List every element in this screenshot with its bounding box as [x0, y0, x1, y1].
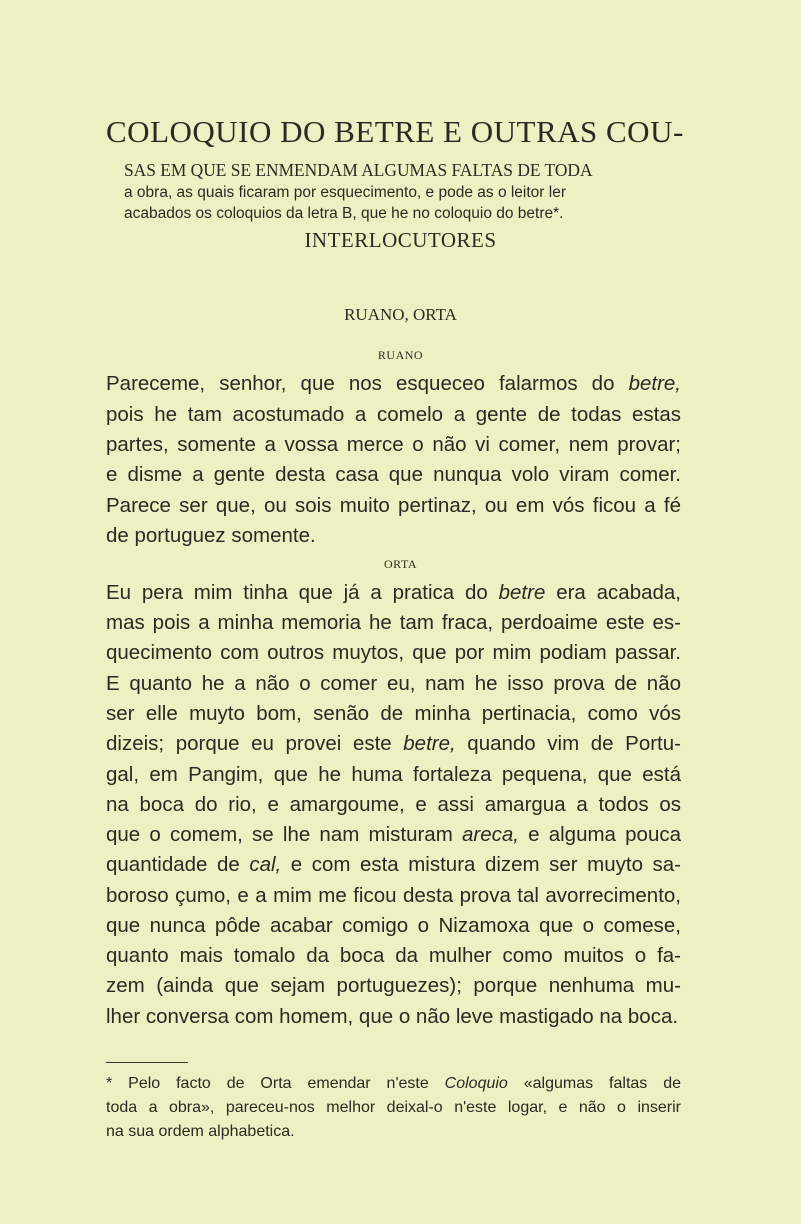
- text-line: Parece ser que, ou sois muito pertinaz, ou em vós ficou a fé: [106, 494, 681, 517]
- text-line: que nunca pôde acabar comigo o Nizamoxa que o comese,: [106, 914, 681, 937]
- intro-line: a obra, as quais ficaram por esquecimento, e pode as o leitor ler: [124, 184, 566, 201]
- text-line: ser elle muyto bom, senão de minha pertinacia, como vós: [106, 702, 681, 725]
- text-line: de portuguez somente.: [106, 524, 316, 547]
- intro-line: acabados os coloquios da letra B, que he no coloquio do betre*.: [124, 205, 564, 222]
- text-line: dizeis; porque eu provei este betre, quando vim de Portu-: [106, 732, 681, 755]
- interlocutores-heading: INTERLOCUTORES: [304, 228, 497, 252]
- text-line: e disme a gente desta casa que nunqua volo viram comer.: [106, 463, 681, 486]
- text-line: gal, em Pangim, que he huma fortaleza pequena, que está: [106, 763, 681, 786]
- footnote-line: * Pelo facto de Orta emendar n'este Coloquio «algumas faltas de: [106, 1075, 682, 1092]
- text-line: boroso çumo, e a mim me ficou desta prova tal avorrecimento,: [106, 884, 681, 907]
- persons-line: RUANO, ORTA: [344, 305, 457, 324]
- text-line: zem (ainda que sejam portuguezes); porque nenhuma mu-: [106, 974, 681, 997]
- text-line: partes, somente a vossa merce o não vi comer, nem provar;: [106, 433, 681, 456]
- speaker-ruano: RUANO: [377, 348, 424, 362]
- footnote-line: na sua ordem alphabetica.: [106, 1123, 295, 1140]
- text-line: E quanto he a não o comer eu, nam he isso prova de não: [106, 672, 681, 695]
- text-line: lher conversa com homem, que o não leve mastigado na boca.: [106, 1005, 679, 1028]
- footnote-divider: [106, 1062, 188, 1063]
- text-line: quantidade de cal, e com esta mistura dizem ser muyto sa-: [106, 853, 681, 876]
- text-line: quecimento com outros muytos, que por mim podiam passar.: [106, 641, 681, 664]
- chapter-title: COLOQUIO DO BETRE E OUTRAS COU-: [106, 114, 684, 149]
- text-line: Eu pera mim tinha que já a pratica do betre era acabada,: [106, 581, 681, 604]
- text-line: mas pois a minha memoria he tam fraca, perdoaime este es-: [106, 611, 681, 634]
- speaker-orta: ORTA: [384, 557, 417, 571]
- text-line: quanto mais tomalo da boca da mulher como muitos o fa-: [106, 944, 681, 967]
- text-line: na boca do rio, e amargoume, e assi amargua a todos os: [106, 793, 681, 816]
- chapter-subtitle: SAS EM QUE SE ENMENDAM ALGUMAS FALTAS DE TODA: [124, 160, 593, 180]
- text-line: que o comem, se lhe nam misturam areca, e alguma pouca: [106, 823, 681, 846]
- text-line: pois he tam acostumado a comelo a gente de todas estas: [106, 403, 681, 426]
- text-line: Pareceme, senhor, que nos esqueceo falarmos do betre,: [106, 372, 681, 395]
- footnote-line: toda a obra», pareceu-nos melhor deixal-o n'este logar, e não o inserir: [106, 1099, 681, 1116]
